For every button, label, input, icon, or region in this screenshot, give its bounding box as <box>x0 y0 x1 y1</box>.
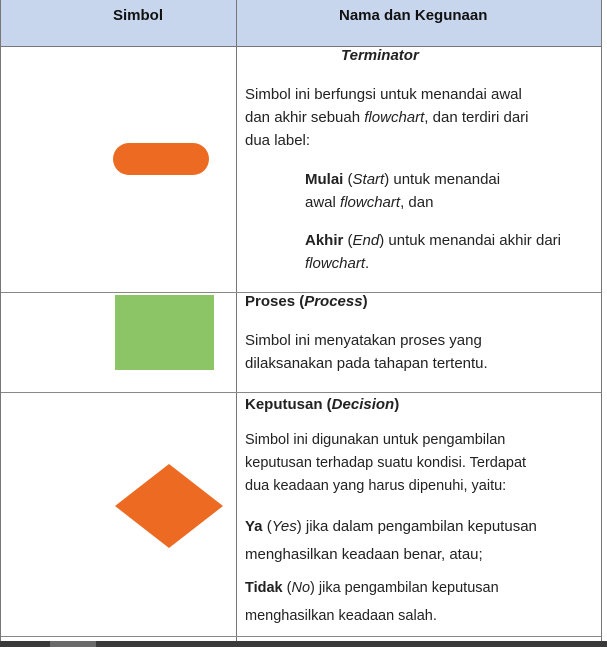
header-name-usage: Nama dan Kegunaan <box>339 7 488 24</box>
terminator-symbol <box>113 143 209 175</box>
scrollbar-thumb[interactable] <box>50 641 96 647</box>
header-symbol: Simbol <box>113 7 164 24</box>
terminator-start-label: Mulai (Start) untuk menandai awal flowchart, dan <box>305 171 501 211</box>
decision-symbol <box>113 462 225 550</box>
row-divider <box>1 636 601 637</box>
process-symbol <box>115 295 214 370</box>
terminator-desc: Simbol ini berfungsi untuk menandai awal dan akhir sebuah flowchart, dan terdiri dari dua label: <box>245 86 529 149</box>
table-header <box>1 0 601 47</box>
decision-yes-label: Ya (Yes) jika dalam pengambilan keputusan menghasilkan keadaan benar, atau; <box>245 518 537 563</box>
decision-desc: Simbol ini digunakan untuk pengambilan keputusan terhadap suatu kondisi. Terdapat dua keadaan yang harus dipenuhi, yaitu: <box>245 432 527 494</box>
bottom-scroll-bar[interactable] <box>0 641 607 647</box>
terminator-title: Terminator <box>341 47 419 64</box>
process-title: Proses (Process) <box>245 293 368 310</box>
decision-no-label: Tidak (No) jika pengambilan keputusan menghasilkan keadaan salah. <box>245 580 499 624</box>
decision-title: Keputusan (Decision) <box>245 396 400 413</box>
column-divider <box>236 0 237 647</box>
terminator-end-label: Akhir (End) untuk menandai akhir dari flowchart. <box>305 232 561 272</box>
decision-diamond <box>115 464 223 548</box>
process-desc: Simbol ini menyatakan proses yang dilaksanakan pada tahapan tertentu. <box>245 332 488 372</box>
